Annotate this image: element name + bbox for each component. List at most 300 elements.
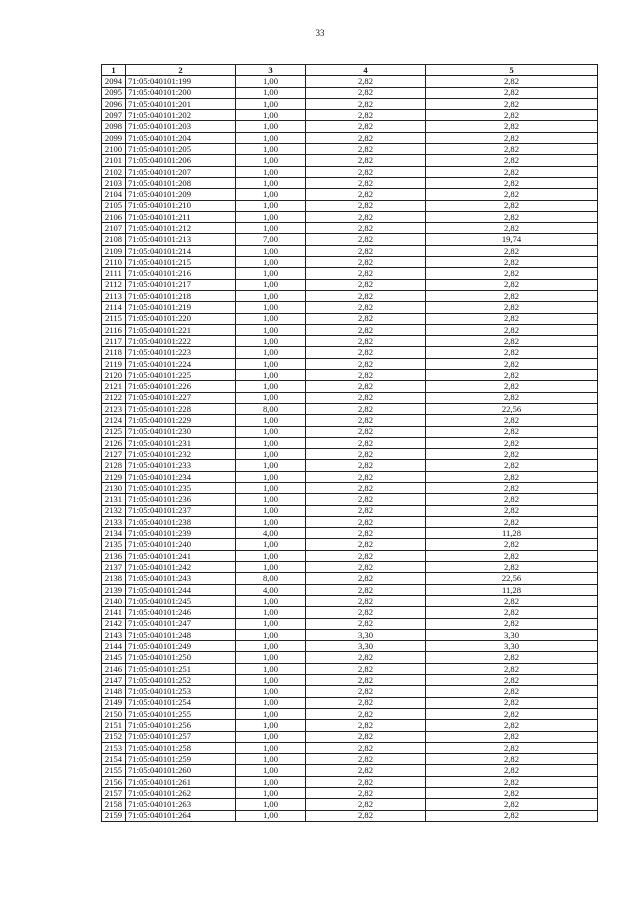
table-row [102, 347, 598, 358]
table-cell: 4,00 [236, 584, 306, 595]
column-header: 1 [102, 65, 126, 76]
table-row [102, 641, 598, 652]
table-cell: 2149 [102, 697, 126, 708]
table-cell: 1,00 [236, 471, 306, 482]
table-cell: 2133 [102, 516, 126, 527]
table-cell: 71:05:040101:210 [126, 200, 236, 211]
table-cell: 71:05:040101:204 [126, 132, 236, 143]
table-row [102, 550, 598, 561]
table-row [102, 290, 598, 301]
table-row [102, 189, 598, 200]
table-cell: 2,82 [426, 177, 598, 188]
table-cell: 2,82 [426, 539, 598, 550]
table-header-row [102, 65, 598, 76]
table-cell: 2,82 [306, 505, 426, 516]
table-cell: 2,82 [306, 245, 426, 256]
table-cell: 71:05:040101:231 [126, 437, 236, 448]
table-row [102, 449, 598, 460]
table-cell: 1,00 [236, 449, 306, 460]
table-cell: 2,82 [426, 708, 598, 719]
table-cell: 1,00 [236, 211, 306, 222]
table-cell: 2106 [102, 211, 126, 222]
table-cell: 2,82 [426, 799, 598, 810]
table-cell: 2130 [102, 482, 126, 493]
table-cell: 2,82 [306, 132, 426, 143]
table-cell: 2,82 [306, 358, 426, 369]
table-cell: 71:05:040101:237 [126, 505, 236, 516]
table-cell: 2,82 [306, 494, 426, 505]
table-row [102, 629, 598, 640]
table-cell: 1,00 [236, 336, 306, 347]
table-cell: 2,82 [306, 562, 426, 573]
table-cell: 1,00 [236, 200, 306, 211]
table-cell: 71:05:040101:245 [126, 595, 236, 606]
table-cell: 2,82 [306, 573, 426, 584]
table-cell: 2094 [102, 76, 126, 87]
table-cell: 1,00 [236, 98, 306, 109]
table-cell: 2095 [102, 87, 126, 98]
table-cell: 2,82 [306, 595, 426, 606]
table-cell: 3,30 [426, 629, 598, 640]
table-row [102, 708, 598, 719]
table-row [102, 87, 598, 98]
table-cell: 2,82 [426, 268, 598, 279]
table-cell: 2,82 [426, 76, 598, 87]
table-row [102, 144, 598, 155]
table-cell: 2,82 [306, 663, 426, 674]
table-cell: 2,82 [306, 607, 426, 618]
table-cell: 2125 [102, 426, 126, 437]
table-cell: 2145 [102, 652, 126, 663]
table-row [102, 155, 598, 166]
table-cell: 1,00 [236, 132, 306, 143]
table-row [102, 268, 598, 279]
table-cell: 2,82 [306, 257, 426, 268]
table-cell: 2,82 [306, 437, 426, 448]
table-cell: 8,00 [236, 403, 306, 414]
table-cell: 1,00 [236, 121, 306, 132]
table-cell: 2144 [102, 641, 126, 652]
table-cell: 2,82 [426, 550, 598, 561]
table-cell: 1,00 [236, 460, 306, 471]
table-cell: 2118 [102, 347, 126, 358]
table-cell: 2111 [102, 268, 126, 279]
table-row [102, 370, 598, 381]
table-cell: 1,00 [236, 426, 306, 437]
table-cell: 2,82 [306, 618, 426, 629]
table-cell: 71:05:040101:244 [126, 584, 236, 595]
table-cell: 71:05:040101:228 [126, 403, 236, 414]
table-cell: 2099 [102, 132, 126, 143]
table-cell: 71:05:040101:232 [126, 449, 236, 460]
table-cell: 2143 [102, 629, 126, 640]
table-cell: 3,30 [306, 629, 426, 640]
table-cell: 2,82 [306, 166, 426, 177]
table-row [102, 223, 598, 234]
table-cell: 71:05:040101:249 [126, 641, 236, 652]
table-row [102, 539, 598, 550]
table-cell: 1,00 [236, 618, 306, 629]
table-cell: 2120 [102, 370, 126, 381]
table-cell: 2146 [102, 663, 126, 674]
table-row [102, 482, 598, 493]
table-cell: 71:05:040101:257 [126, 731, 236, 742]
table-cell: 2131 [102, 494, 126, 505]
table-cell: 1,00 [236, 268, 306, 279]
table-cell: 71:05:040101:248 [126, 629, 236, 640]
table-cell: 71:05:040101:229 [126, 415, 236, 426]
table-cell: 2119 [102, 358, 126, 369]
table-cell: 2117 [102, 336, 126, 347]
table-row [102, 776, 598, 787]
table-cell: 2,82 [306, 810, 426, 821]
table-cell: 2109 [102, 245, 126, 256]
table-cell: 2,82 [426, 494, 598, 505]
table-cell: 2107 [102, 223, 126, 234]
table-cell: 71:05:040101:207 [126, 166, 236, 177]
table-cell: 2142 [102, 618, 126, 629]
table-row [102, 234, 598, 245]
table-cell: 2,82 [306, 584, 426, 595]
table-cell: 71:05:040101:213 [126, 234, 236, 245]
table-row [102, 754, 598, 765]
table-cell: 2100 [102, 144, 126, 155]
table-cell: 2,82 [426, 675, 598, 686]
table-cell: 11,28 [426, 584, 598, 595]
table-cell: 1,00 [236, 370, 306, 381]
table-cell: 2,82 [426, 788, 598, 799]
table-cell: 2096 [102, 98, 126, 109]
table-cell: 71:05:040101:236 [126, 494, 236, 505]
table-cell: 2112 [102, 279, 126, 290]
table-cell: 2108 [102, 234, 126, 245]
table-cell: 2,82 [426, 426, 598, 437]
table-row [102, 211, 598, 222]
table-cell: 1,00 [236, 313, 306, 324]
table-row [102, 810, 598, 821]
table-cell: 1,00 [236, 686, 306, 697]
table-cell: 1,00 [236, 347, 306, 358]
table-cell: 2,82 [306, 290, 426, 301]
table-cell: 2,82 [306, 324, 426, 335]
column-header: 3 [236, 65, 306, 76]
table-cell: 2,82 [426, 121, 598, 132]
table-cell: 1,00 [236, 629, 306, 640]
table-cell: 71:05:040101:226 [126, 381, 236, 392]
table-row [102, 257, 598, 268]
table-cell: 1,00 [236, 663, 306, 674]
table-cell: 2154 [102, 754, 126, 765]
table-cell: 71:05:040101:202 [126, 110, 236, 121]
table-cell: 1,00 [236, 595, 306, 606]
page-number: 33 [315, 28, 325, 38]
table-row [102, 765, 598, 776]
table-row [102, 562, 598, 573]
table-row [102, 595, 598, 606]
table-cell: 2,82 [306, 516, 426, 527]
table-cell: 2,82 [426, 98, 598, 109]
table-cell: 2,82 [426, 618, 598, 629]
table-cell: 2,82 [306, 799, 426, 810]
table-cell: 3,30 [426, 641, 598, 652]
table-cell: 71:05:040101:216 [126, 268, 236, 279]
table-cell: 2,82 [426, 290, 598, 301]
table-cell: 2,82 [426, 347, 598, 358]
table-cell: 1,00 [236, 76, 306, 87]
table-cell: 71:05:040101:230 [126, 426, 236, 437]
table-cell: 2,82 [426, 471, 598, 482]
table-cell: 2156 [102, 776, 126, 787]
table-cell: 71:05:040101:211 [126, 211, 236, 222]
table-cell: 2,82 [426, 449, 598, 460]
table-cell: 2,82 [426, 302, 598, 313]
table-cell: 1,00 [236, 720, 306, 731]
table-cell: 2,82 [306, 426, 426, 437]
table-cell: 2,82 [426, 87, 598, 98]
table-cell: 71:05:040101:259 [126, 754, 236, 765]
table-cell: 2,82 [306, 347, 426, 358]
table-cell: 2129 [102, 471, 126, 482]
table-cell: 2114 [102, 302, 126, 313]
table-cell: 2,82 [426, 392, 598, 403]
table-cell: 71:05:040101:246 [126, 607, 236, 618]
table-cell: 71:05:040101:260 [126, 765, 236, 776]
table-cell: 2151 [102, 720, 126, 731]
table-row [102, 336, 598, 347]
table-cell: 2,82 [306, 675, 426, 686]
table-cell: 2126 [102, 437, 126, 448]
table-cell: 71:05:040101:255 [126, 708, 236, 719]
table-cell: 2103 [102, 177, 126, 188]
table-cell: 71:05:040101:243 [126, 573, 236, 584]
table-cell: 2,82 [306, 76, 426, 87]
table-cell: 1,00 [236, 550, 306, 561]
table-cell: 2,82 [306, 189, 426, 200]
table-row [102, 166, 598, 177]
table-cell: 2,82 [426, 358, 598, 369]
table-row [102, 584, 598, 595]
table-cell: 2140 [102, 595, 126, 606]
column-header: 5 [426, 65, 598, 76]
table-cell: 71:05:040101:208 [126, 177, 236, 188]
table-cell: 1,00 [236, 810, 306, 821]
table-row [102, 788, 598, 799]
table-cell: 2,82 [426, 257, 598, 268]
table-cell: 2,82 [426, 144, 598, 155]
table-cell: 2,82 [306, 731, 426, 742]
table-cell: 71:05:040101:256 [126, 720, 236, 731]
table-cell: 1,00 [236, 539, 306, 550]
table-cell: 2,82 [306, 392, 426, 403]
table-cell: 71:05:040101:254 [126, 697, 236, 708]
table-row [102, 132, 598, 143]
table-cell: 71:05:040101:217 [126, 279, 236, 290]
table-cell: 2,82 [306, 482, 426, 493]
table-cell: 2113 [102, 290, 126, 301]
table-cell: 71:05:040101:239 [126, 528, 236, 539]
table-cell: 71:05:040101:205 [126, 144, 236, 155]
table-cell: 2,82 [426, 776, 598, 787]
table-cell: 2,82 [426, 336, 598, 347]
table-cell: 2116 [102, 324, 126, 335]
table-cell: 2,82 [306, 539, 426, 550]
table-cell: 2,82 [426, 415, 598, 426]
table-cell: 2128 [102, 460, 126, 471]
table-cell: 1,00 [236, 675, 306, 686]
table-cell: 1,00 [236, 302, 306, 313]
table-cell: 2157 [102, 788, 126, 799]
table-cell: 2123 [102, 403, 126, 414]
table-cell: 2,82 [306, 211, 426, 222]
table-cell: 2098 [102, 121, 126, 132]
table-row [102, 358, 598, 369]
table-cell: 1,00 [236, 415, 306, 426]
table-cell: 71:05:040101:206 [126, 155, 236, 166]
table-row [102, 245, 598, 256]
table-cell: 2122 [102, 392, 126, 403]
table-cell: 4,00 [236, 528, 306, 539]
table-row [102, 403, 598, 414]
table-cell: 22,56 [426, 573, 598, 584]
table-cell: 2134 [102, 528, 126, 539]
table-row [102, 663, 598, 674]
table-cell: 2,82 [426, 132, 598, 143]
table-row [102, 528, 598, 539]
table-cell: 2,82 [426, 765, 598, 776]
table-cell: 2,82 [306, 370, 426, 381]
table-cell: 2,82 [306, 460, 426, 471]
table-cell: 2,82 [306, 742, 426, 753]
table-cell: 71:05:040101:235 [126, 482, 236, 493]
table-cell: 2,82 [426, 313, 598, 324]
table-cell: 71:05:040101:241 [126, 550, 236, 561]
table-row [102, 618, 598, 629]
table-cell: 2,82 [306, 415, 426, 426]
table-cell: 2,82 [306, 776, 426, 787]
table-row [102, 200, 598, 211]
table-cell: 2,82 [306, 403, 426, 414]
table-cell: 71:05:040101:225 [126, 370, 236, 381]
table-cell: 2,82 [306, 788, 426, 799]
table-cell: 2,82 [426, 562, 598, 573]
table-cell: 1,00 [236, 324, 306, 335]
table-cell: 2,82 [306, 381, 426, 392]
table-cell: 2,82 [306, 471, 426, 482]
table-row [102, 460, 598, 471]
table-cell: 71:05:040101:201 [126, 98, 236, 109]
table-row [102, 426, 598, 437]
table-cell: 2,82 [426, 482, 598, 493]
table-cell: 1,00 [236, 697, 306, 708]
table-row [102, 437, 598, 448]
table-cell: 2,82 [426, 460, 598, 471]
table-cell: 2158 [102, 799, 126, 810]
table-cell: 2136 [102, 550, 126, 561]
table-cell: 2105 [102, 200, 126, 211]
table-cell: 1,00 [236, 279, 306, 290]
table-cell: 2115 [102, 313, 126, 324]
table-cell: 1,00 [236, 166, 306, 177]
table-cell: 2,82 [306, 313, 426, 324]
table-cell: 71:05:040101:251 [126, 663, 236, 674]
table-cell: 71:05:040101:220 [126, 313, 236, 324]
table-cell: 71:05:040101:199 [126, 76, 236, 87]
table-cell: 2139 [102, 584, 126, 595]
table-cell: 2,82 [426, 370, 598, 381]
column-header: 2 [126, 65, 236, 76]
table-row [102, 742, 598, 753]
table-cell: 2097 [102, 110, 126, 121]
table-cell: 2,82 [426, 200, 598, 211]
table-cell: 1,00 [236, 290, 306, 301]
table-row [102, 675, 598, 686]
table-row [102, 697, 598, 708]
table-cell: 8,00 [236, 573, 306, 584]
data-table [101, 64, 598, 822]
table-cell: 71:05:040101:209 [126, 189, 236, 200]
table-cell: 2,82 [426, 697, 598, 708]
table-cell: 2,82 [426, 279, 598, 290]
table-cell: 2,82 [306, 144, 426, 155]
table-cell: 1,00 [236, 87, 306, 98]
table-cell: 2,82 [426, 381, 598, 392]
table-cell: 2,82 [426, 211, 598, 222]
table-cell: 2,82 [426, 110, 598, 121]
table-cell: 1,00 [236, 562, 306, 573]
table-cell: 2,82 [306, 268, 426, 279]
table-cell: 2,82 [306, 98, 426, 109]
table-cell: 2,82 [426, 505, 598, 516]
table-cell: 2104 [102, 189, 126, 200]
table-row [102, 392, 598, 403]
table-cell: 1,00 [236, 708, 306, 719]
table-cell: 1,00 [236, 776, 306, 787]
table-cell: 71:05:040101:258 [126, 742, 236, 753]
table-cell: 2,82 [306, 697, 426, 708]
table-cell: 2121 [102, 381, 126, 392]
table-cell: 71:05:040101:261 [126, 776, 236, 787]
table-cell: 71:05:040101:264 [126, 810, 236, 821]
table-cell: 1,00 [236, 144, 306, 155]
table-cell: 1,00 [236, 641, 306, 652]
table-cell: 2,82 [306, 528, 426, 539]
table-row [102, 720, 598, 731]
table-cell: 2,82 [426, 223, 598, 234]
table-row [102, 471, 598, 482]
table-cell: 1,00 [236, 607, 306, 618]
table-cell: 71:05:040101:221 [126, 324, 236, 335]
table-row [102, 324, 598, 335]
table-cell: 2,82 [306, 302, 426, 313]
table-cell: 2,82 [306, 87, 426, 98]
table-cell: 1,00 [236, 110, 306, 121]
table-cell: 71:05:040101:234 [126, 471, 236, 482]
table-cell: 2,82 [426, 166, 598, 177]
table-cell: 2,82 [306, 652, 426, 663]
table-cell: 1,00 [236, 392, 306, 403]
table-cell: 1,00 [236, 516, 306, 527]
table-cell: 71:05:040101:200 [126, 87, 236, 98]
table-cell: 2147 [102, 675, 126, 686]
table-cell: 2127 [102, 449, 126, 460]
table-cell: 2102 [102, 166, 126, 177]
table-cell: 2,82 [306, 110, 426, 121]
table-row [102, 110, 598, 121]
table-cell: 19,74 [426, 234, 598, 245]
table-cell: 2124 [102, 415, 126, 426]
table-cell: 71:05:040101:253 [126, 686, 236, 697]
table-cell: 1,00 [236, 482, 306, 493]
